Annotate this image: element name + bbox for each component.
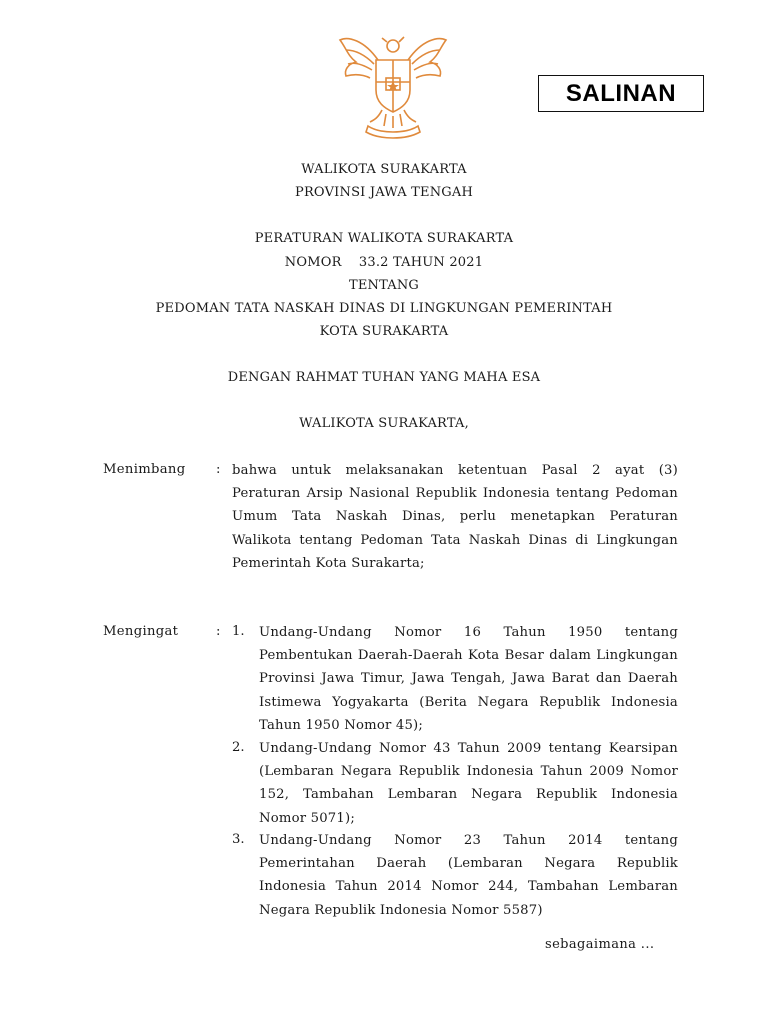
mengingat-label: Mengingat [103, 624, 179, 639]
mengingat-item-1-text: Undang-Undang Nomor 16 Tahun 1950 tentang Pembentukan Daerah-Daerah Kota Besar dalam Lingkungan Provinsi Jawa Timur, Jawa Tengah, Jawa Barat dan Daerah Istimewa Yogyakarta (Berita Negara Republik Indonesia Tahun 1950 Nomor 45); [259, 625, 678, 733]
authority: WALIKOTA SURAKARTA, [299, 416, 469, 431]
page-catchword: sebagaimana ... [545, 937, 655, 952]
regulation-subject-line-2: KOTA SURAKARTA [319, 324, 449, 339]
menimbang-label: Menimbang [103, 462, 186, 477]
mengingat-item-3-number: 3. [232, 832, 245, 847]
mengingat-item-2-text: Undang-Undang Nomor 43 Tahun 2009 tentang Kearsipan (Lembaran Negara Republik Indonesia Tahun 2009 Nomor 152, Tambahan Lembaran Negara Republik Indonesia Nomor 5071); [259, 741, 678, 826]
mengingat-item-3-text: Undang-Undang Nomor 23 Tahun 2014 tentang Pemerintahan Daerah (Lembaran Negara Republik Indonesia Tahun 2014 Nomor 244, Tambahan Lembaran Negara Republik Indonesia Nomor 5587) [259, 833, 678, 918]
header-line-1: WALIKOTA SURAKARTA [301, 162, 467, 177]
regulation-about: TENTANG [348, 278, 420, 293]
mengingat-item-2-number: 2. [232, 740, 245, 755]
regulation-title: PERATURAN WALIKOTA SURAKARTA [254, 231, 514, 246]
regulation-subject-line-1: PEDOMAN TATA NASKAH DINAS DI LINGKUNGAN PEMERINTAH [155, 301, 613, 316]
menimbang-colon: : [216, 462, 221, 477]
header-line-2: PROVINSI JAWA TENGAH [295, 185, 473, 200]
menimbang-text: bahwa untuk melaksanakan ketentuan Pasal 2 ayat (3) Peraturan Arsip Nasional Republik Indonesia tentang Pedoman Umum Tata Naskah Dinas, perlu menetapkan Peraturan Walikota tentang Pedoman Tata Naskah Dinas di Lingkungan Pemerintah Kota Surakarta; [232, 463, 678, 571]
regulation-number: NOMOR 33.2 TAHUN 2021 [284, 255, 484, 270]
mengingat-colon: : [216, 624, 221, 639]
mengingat-item-1-number: 1. [232, 624, 245, 639]
garuda-emblem-icon [334, 30, 452, 140]
salinan-stamp: SALINAN [538, 75, 704, 112]
invocation: DENGAN RAHMAT TUHAN YANG MAHA ESA [227, 370, 541, 385]
